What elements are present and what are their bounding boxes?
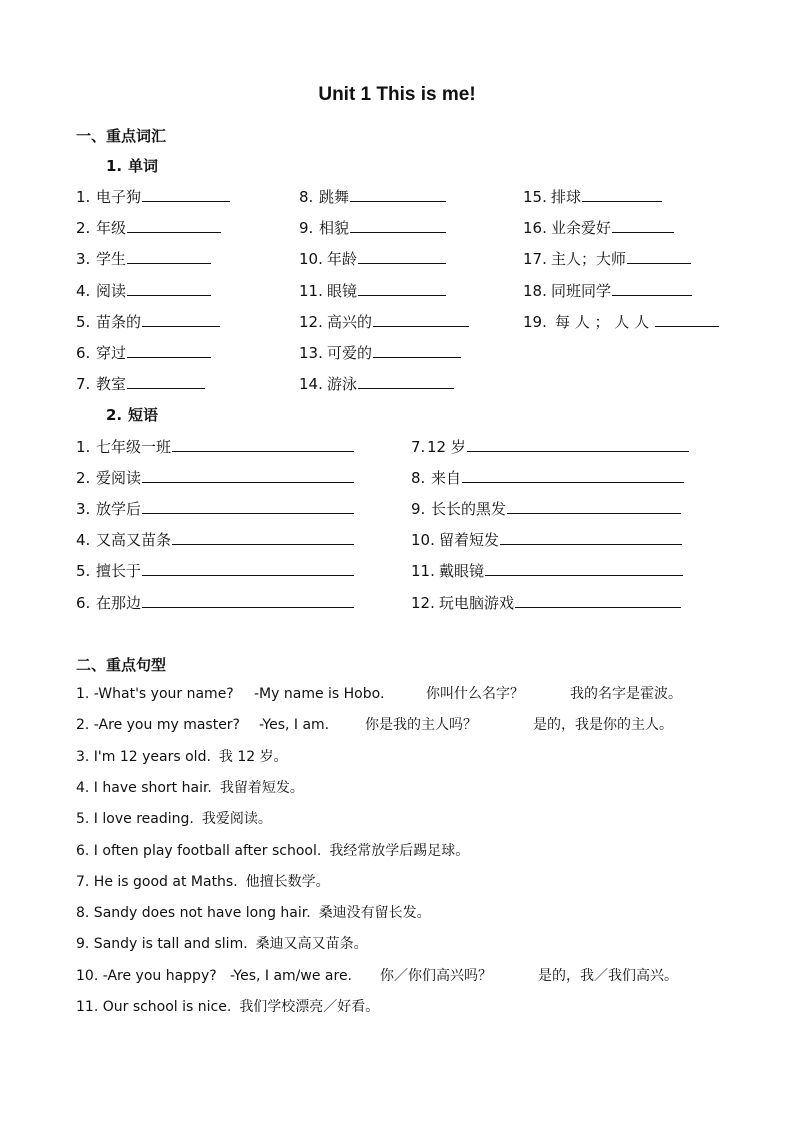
word-item: 1. 电子狗 (76, 186, 230, 207)
phrase-item: 4. 又高又苗条 (76, 529, 354, 550)
answer-blank[interactable] (655, 311, 719, 327)
sentence-item: 1. -What's your name? -My name is Hobo. 你叫什么名字？ 我的名字是霍波。 (76, 686, 682, 702)
answer-blank[interactable] (127, 342, 211, 358)
word-item: 8. 跳舞 (299, 186, 446, 207)
answer-blank[interactable] (500, 529, 682, 545)
phrase-item: 3. 放学后 (76, 498, 354, 519)
word-item: 5. 苗条的 (76, 311, 220, 332)
answer-blank[interactable] (142, 311, 220, 327)
phrase-item: 5. 擅长于 (76, 560, 354, 581)
answer-blank[interactable] (350, 217, 446, 233)
answer-blank[interactable] (142, 560, 354, 576)
word-item: 19. 每 人 ； 人 人 (523, 311, 719, 332)
phrase-item: 7. 12 岁 (411, 436, 689, 457)
word-item: 10. 年龄 (299, 248, 446, 269)
word-item: 17. 主人；大师 (523, 248, 691, 269)
sentence-item: 5. I love reading. 我爱阅读。 (76, 811, 272, 827)
phrase-item: 6. 在那边 (76, 592, 354, 613)
phrase-item: 11. 戴眼镜 (411, 560, 683, 581)
answer-blank[interactable] (172, 529, 354, 545)
subheading-phrases (106, 404, 158, 425)
answer-blank[interactable] (172, 436, 354, 452)
word-item: 14. 游泳 (299, 373, 454, 394)
answer-blank[interactable] (127, 373, 205, 389)
phrase-item: 10. 留着短发 (411, 529, 682, 550)
sentence-item: 9. Sandy is tall and slim. 桑迪又高又苗条。 (76, 936, 368, 952)
subheading-number: 2. (106, 406, 123, 424)
word-item: 4. 阅读 (76, 280, 211, 301)
word-item: 13. 可爱的 (299, 342, 461, 363)
answer-blank[interactable] (515, 592, 681, 608)
answer-blank[interactable] (582, 186, 662, 202)
answer-blank[interactable] (612, 280, 692, 296)
answer-blank[interactable] (358, 280, 446, 296)
subheading-words (106, 155, 158, 176)
answer-blank[interactable] (462, 467, 684, 483)
section-heading-vocabulary: 一、重点词汇 (76, 127, 167, 145)
answer-blank[interactable] (485, 560, 683, 576)
sentence-item: 8. Sandy does not have long hair. 桑迪没有留长发。 (76, 905, 431, 921)
answer-blank[interactable] (127, 248, 211, 264)
answer-blank[interactable] (127, 280, 211, 296)
answer-blank[interactable] (350, 186, 446, 202)
answer-blank[interactable] (612, 217, 674, 233)
word-item: 3. 学生 (76, 248, 211, 269)
sentence-item: 6. I often play football after school. 我经常放学后踢足球。 (76, 843, 470, 859)
sentence-item: 3. I'm 12 years old. 我 12 岁。 (76, 749, 288, 765)
answer-blank[interactable] (142, 186, 230, 202)
answer-blank[interactable] (373, 342, 461, 358)
answer-blank[interactable] (142, 467, 354, 483)
sentence-item: 2. -Are you my master? -Yes, I am. 你是我的主人吗？ 是的，我是你的主人。 (76, 717, 673, 733)
phrase-item: 8. 来自 (411, 467, 684, 488)
answer-blank[interactable] (142, 498, 354, 514)
word-item: 2. 年级 (76, 217, 221, 238)
word-item: 6. 穿过 (76, 342, 211, 363)
answer-blank[interactable] (358, 248, 446, 264)
answer-blank[interactable] (507, 498, 681, 514)
phrase-item: 12. 玩电脑游戏 (411, 592, 681, 613)
word-item: 12. 高兴的 (299, 311, 469, 332)
word-item: 15. 排球 (523, 186, 662, 207)
subheading-label: 单词 (128, 157, 159, 175)
answer-blank[interactable] (373, 311, 469, 327)
answer-blank[interactable] (142, 592, 354, 608)
subheading-label: 短语 (128, 406, 159, 424)
sentence-item: 11. Our school is nice. 我们学校漂亮／好看。 (76, 999, 380, 1015)
phrase-item: 2. 爱阅读 (76, 467, 354, 488)
phrase-item: 1. 七年级一班 (76, 436, 354, 457)
word-item: 7. 教室 (76, 373, 205, 394)
word-item: 11. 眼镜 (299, 280, 446, 301)
sentence-item: 10. -Are you happy? -Yes, I am/we are. 你／你们高兴吗？ 是的，我／我们高兴。 (76, 968, 678, 984)
page-title: Unit 1 This is me! (318, 84, 476, 105)
sentence-item: 4. I have short hair. 我留着短发。 (76, 780, 304, 796)
word-item: 18. 同班同学 (523, 280, 692, 301)
word-item: 9. 相貌 (299, 217, 446, 238)
answer-blank[interactable] (127, 217, 221, 233)
phrase-item: 9. 长长的黑发 (411, 498, 681, 519)
sentence-item: 7. He is good at Maths. 他擅长数学。 (76, 874, 330, 890)
answer-blank[interactable] (358, 373, 454, 389)
section-heading-sentences: 二、重点句型 (76, 656, 167, 674)
answer-blank[interactable] (467, 436, 689, 452)
subheading-number: 1. (106, 157, 123, 175)
word-item: 16. 业余爱好 (523, 217, 674, 238)
answer-blank[interactable] (627, 248, 691, 264)
